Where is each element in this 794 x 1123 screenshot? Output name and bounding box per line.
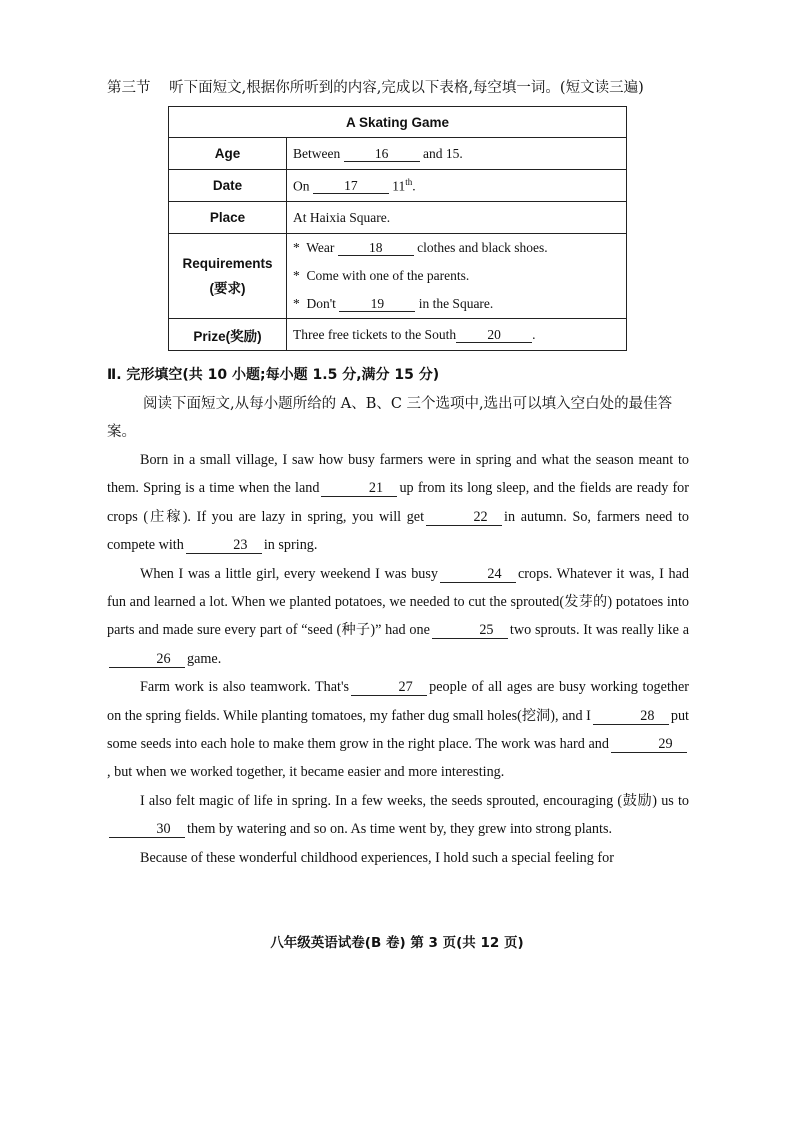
passage-text: Because of these wonderful childhood experiences, I hold such a special feeling for <box>140 849 614 866</box>
passage-text: Farm work is also teamwork. That's <box>140 679 350 696</box>
blank-29: 29 <box>611 737 687 753</box>
page-footer: 八年级英语试卷(B 卷) 第 3 页(共 12 页) <box>270 935 524 951</box>
section3-instruction: 听下面短文,根据你所听到的内容,完成以下表格,每空填一词。(短文读三遍) <box>169 80 644 96</box>
passage-text: two sprouts. It was really like a <box>509 622 689 639</box>
date-pre: On <box>293 178 310 194</box>
date-cell <box>287 170 627 202</box>
cloze-passage <box>107 446 689 872</box>
prize-post: . <box>532 326 536 342</box>
skating-game-table <box>168 106 627 351</box>
age-pre: Between <box>293 145 341 161</box>
place-value: At Haixia Square. <box>287 202 627 234</box>
requirements-label: Requirements <box>182 255 273 271</box>
bullet-icon: * <box>293 268 300 283</box>
req1-pre: Wear <box>306 240 335 255</box>
passage-text: game. <box>187 650 222 667</box>
req3-post: in the Square. <box>418 296 494 311</box>
requirement-item <box>293 262 620 290</box>
part2-instruction: 阅读下面短文,从每小题所给的 A、B、C 三个选项中,选出可以填入空白处的最佳答案。 <box>107 396 673 440</box>
blank-30: 30 <box>109 822 185 838</box>
requirements-label-cell <box>169 234 287 319</box>
blank-16: 16 <box>344 147 420 162</box>
blank-21: 21 <box>321 481 397 497</box>
table-row-prize <box>169 319 627 351</box>
passage-text: up from its long sleep, and the fields are ready for crops (庄稼). If you are lazy in spring, you will get <box>107 480 690 525</box>
table-row-place <box>169 202 627 234</box>
passage-text: Born in a small village, I saw how busy farmers were in spring and what the season meant to them. Spring is a time when the land <box>107 452 689 497</box>
req2-text: Come with one of the parents. <box>306 268 470 283</box>
bullet-icon: * <box>293 296 300 311</box>
prize-label: Prize(奖励) <box>169 319 287 351</box>
requirements-label-cn: (要求) <box>209 280 246 296</box>
blank-18: 18 <box>338 241 414 256</box>
requirement-item <box>293 290 620 318</box>
place-label: Place <box>169 202 287 234</box>
section3-heading <box>107 76 644 97</box>
blank-22: 22 <box>426 510 502 526</box>
requirements-cell <box>287 234 627 319</box>
table-row-age <box>169 138 627 170</box>
blank-25: 25 <box>432 623 508 639</box>
passage-text: I also felt magic of life in spring. In a few weeks, the seeds sprouted, encouraging (鼓励) us to <box>140 792 689 809</box>
passage-text: in spring. <box>263 537 318 554</box>
blank-24: 24 <box>440 567 516 583</box>
section3-number: 第三节 <box>107 80 151 96</box>
req1-post: clothes and black shoes. <box>417 240 548 255</box>
blank-19: 19 <box>339 297 415 312</box>
bullet-icon: * <box>293 240 300 255</box>
requirement-item <box>293 234 620 262</box>
prize-cell <box>287 319 627 351</box>
date-end: . <box>412 178 416 194</box>
table-title: A Skating Game <box>169 107 627 138</box>
passage-paragraph <box>107 844 689 872</box>
passage-text: put some seeds into each hole to make them grow in the right place. The work was hard and <box>107 707 689 753</box>
req3-pre: Don't <box>306 296 336 311</box>
age-cell <box>287 138 627 170</box>
passage-paragraph <box>107 446 689 560</box>
passage-paragraph <box>107 673 689 787</box>
passage-text: in autumn. So, farmers need to compete with <box>107 508 689 554</box>
passage-paragraph <box>107 560 689 674</box>
table-row-date <box>169 170 627 202</box>
date-post: 11 <box>392 178 406 194</box>
blank-23: 23 <box>186 538 262 554</box>
passage-text: , but when we worked together, it became easier and more interesting. <box>107 764 505 781</box>
passage-text: people of all ages are busy working together on the spring fields. While planting tomatoes, my father dug small holes(挖洞), and I <box>107 679 689 724</box>
age-post: and 15. <box>422 145 463 161</box>
blank-26: 26 <box>109 652 185 668</box>
table-row-requirements <box>169 234 627 319</box>
table-title-row <box>169 107 627 138</box>
blank-20: 20 <box>456 328 532 343</box>
blank-17: 17 <box>313 179 389 194</box>
date-label: Date <box>169 170 287 202</box>
blank-28: 28 <box>593 709 669 725</box>
blank-27: 27 <box>351 680 427 696</box>
part2-heading: Ⅱ. 完形填空(共 10 小题;每小题 1.5 分,满分 15 分) <box>107 367 440 383</box>
passage-text: crops. Whatever it was, I had fun and learned a lot. When we planted potatoes, we needed to cut the sprouted(发芽的) potatoes into parts and made sure every part of “seed (种子)” had one <box>107 565 689 639</box>
passage-text: them by watering and so on. As time went by, they grew into strong plants. <box>187 821 613 838</box>
age-label: Age <box>169 138 287 170</box>
date-sup: th <box>405 176 413 187</box>
prize-pre: Three free tickets to the South <box>293 326 457 342</box>
passage-paragraph <box>107 787 689 844</box>
passage-text: When I was a little girl, every weekend I was busy <box>140 565 438 582</box>
